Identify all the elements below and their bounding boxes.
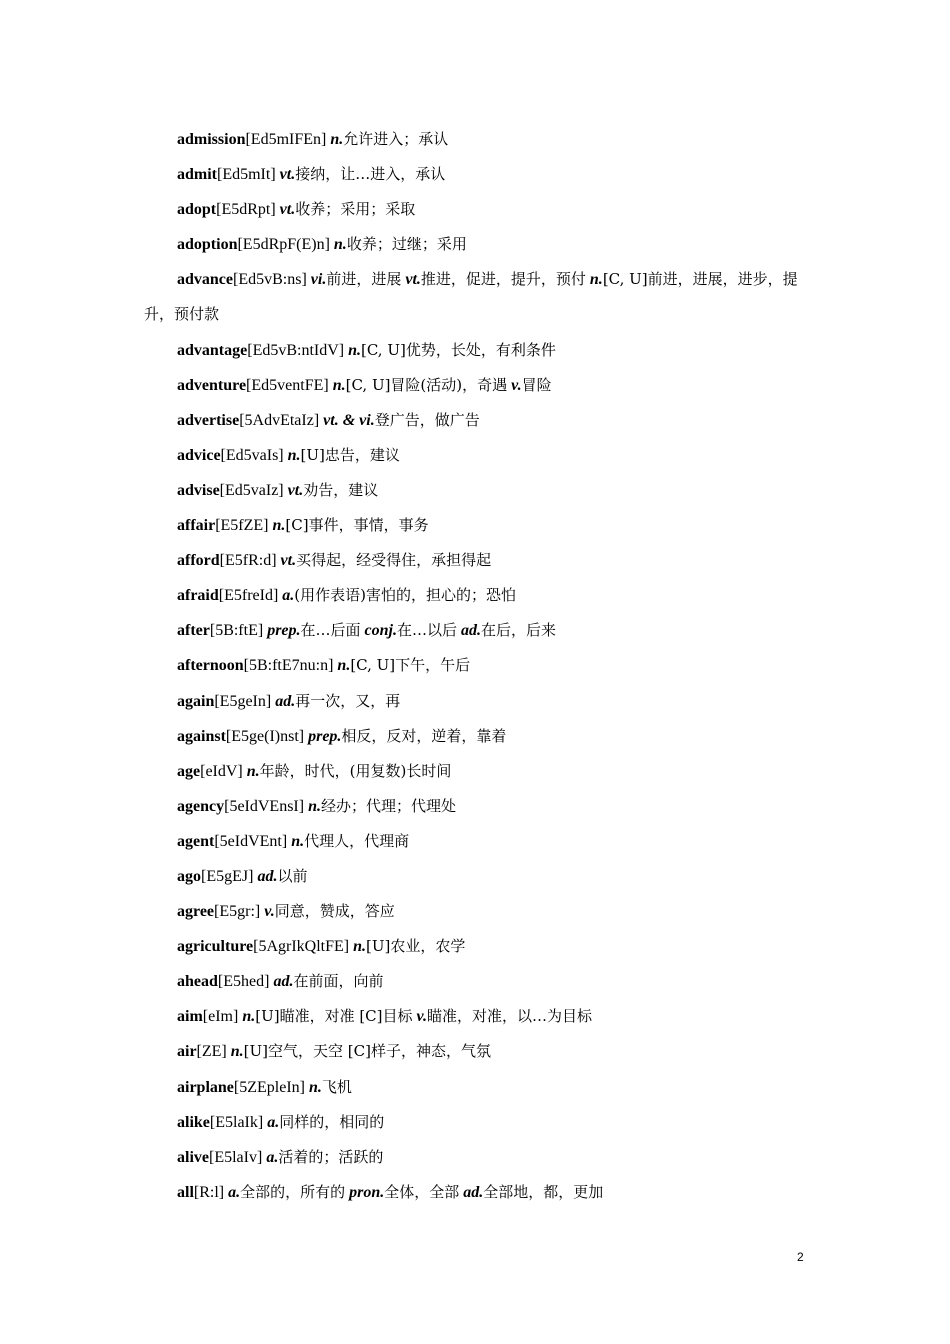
phonetic: [E5gr:] [214,903,261,921]
part-of-speech: vt. [279,201,296,219]
phonetic: [Ed5mIFEn] [245,131,327,148]
headword: agent [177,832,215,850]
headword: adventure [177,376,247,394]
part-of-speech: a. [267,1113,280,1131]
headword: affair [177,517,216,535]
phonetic: [E5geIn] [214,692,272,710]
vocabulary-entry [144,684,808,719]
phonetic: [E5dRpt] [216,201,276,219]
vocabulary-entry [144,894,808,929]
headword: aim [177,1008,203,1026]
definition: [C, U]优势，长处，有利条件 [361,340,556,359]
definition: 买得起，经受得住，承担得起 [296,551,492,570]
definition: 全体，全部 [384,1182,460,1201]
part-of-speech: v. [416,1008,428,1026]
part-of-speech: vt. & vi. [323,411,375,429]
phonetic: [E5dRpF(E)n] [237,236,330,254]
definition: 收养；采用；采取 [295,200,416,219]
headword: advise [177,481,220,499]
part-of-speech: n. [333,236,347,254]
phonetic: [E5gEJ] [201,867,254,885]
headword: afternoon [177,657,244,675]
headword: advantage [177,341,248,359]
vocabulary-entry [144,964,808,999]
definition: (用作表语)害怕的，担心的；恐怕 [294,586,517,605]
headword: alive [177,1148,209,1166]
definition: [C, U]下午，午后 [350,656,471,675]
headword: against [177,727,226,745]
phonetic: [Ed5ventFE] [246,376,329,394]
part-of-speech: n. [332,376,346,394]
vocabulary-entry [144,543,808,578]
vocabulary-entry [144,613,808,648]
definition: 在…以后 [396,621,457,640]
definition: 全部地，都，更加 [483,1182,604,1201]
part-of-speech: n. [330,131,344,148]
phonetic: [5B:ftE7nu:n] [243,657,334,675]
definition: [U]空气，天空 [C]样子，神态，气氛 [243,1042,491,1061]
definition: [U]农业，农学 [366,937,466,956]
phonetic: [5AgrIkQltFE] [253,938,350,956]
part-of-speech: vt. [280,552,297,570]
part-of-speech: v. [511,376,522,394]
vocabulary-entry [144,754,808,789]
definition: 全部的，所有的 [240,1182,346,1201]
part-of-speech: vt. [287,481,304,499]
vocabulary-entry [144,333,808,368]
part-of-speech: n. [353,938,367,956]
part-of-speech: prep. [267,622,301,640]
vocabulary-entry [144,227,808,262]
headword: agree [177,903,215,921]
phonetic: [Ed5vaIz] [219,481,284,499]
headword: advance [177,271,233,289]
definition: 劝告，建议 [303,480,379,499]
definition: [U]忠告，建议 [300,445,400,464]
headword: afford [177,552,220,570]
vocabulary-entry [144,719,808,754]
part-of-speech: n. [272,517,286,535]
part-of-speech: n. [246,762,260,780]
part-of-speech: n. [287,446,301,464]
vocabulary-entry [144,1140,808,1175]
vocabulary-entry [144,438,808,473]
headword: advice [177,446,221,464]
definition: 相反，反对，逆着，靠着 [341,726,507,745]
vocabulary-entry [144,578,808,613]
headword: all [177,1183,194,1201]
phonetic: [5ZEpleIn] [233,1078,305,1096]
definition: 推进，促进，提升，预付 [420,270,586,289]
headword: agriculture [177,938,254,956]
part-of-speech: ad. [463,1183,484,1201]
headword: age [177,762,201,780]
definition: [U]瞄准，对准 [C]目标 [255,1007,413,1026]
part-of-speech: vi. [310,271,327,289]
definition: 活着的；活跃的 [278,1147,384,1166]
vocabulary-entry [144,1070,808,1105]
vocabulary-entry [144,157,808,192]
definition: 前进，进展 [326,270,402,289]
definition: 允许进入；承认 [343,130,449,148]
part-of-speech: n. [308,1078,322,1096]
headword: again [177,692,215,710]
definition: 在…后面 [300,621,361,640]
definition: 同意，赞成，答应 [274,902,395,921]
definition: 年龄，时代，(用复数)长时间 [259,761,452,780]
headword: afraid [177,587,219,605]
phonetic: [E5fR:d] [219,552,277,570]
definition: 在前面，向前 [293,972,384,991]
part-of-speech: n. [291,832,305,850]
phonetic: [Ed5vB:ns] [233,271,307,289]
definition: 同样的，相同的 [279,1112,385,1131]
phonetic: [Ed5mIt] [217,166,276,184]
headword: airplane [177,1078,234,1096]
vocabulary-entry [144,473,808,508]
part-of-speech: ad. [273,973,294,991]
part-of-speech: ad. [461,622,481,640]
vocabulary-entry [144,192,808,227]
definition: [C, U]前进，进展，进步，提升，预付款 [144,270,798,324]
definition: 接纳，让…进入，承认 [295,165,446,184]
part-of-speech: a. [266,1148,279,1166]
phonetic: [5AdvEtaIz] [239,411,320,429]
vocabulary-list [144,122,808,1210]
part-of-speech: n. [348,341,362,359]
phonetic: [E5fZE] [215,517,269,535]
phonetic: [eIm] [202,1008,239,1026]
vocabulary-entry [144,929,808,964]
vocabulary-entry [144,648,808,683]
vocabulary-entry [144,859,808,894]
part-of-speech: n. [230,1043,244,1061]
part-of-speech: n. [308,797,321,815]
phonetic: [E5freId] [218,587,279,605]
vocabulary-entry [144,368,808,403]
phonetic: [5B:ftE] [209,622,264,640]
definition: 再一次，又，再 [295,691,401,710]
part-of-speech: v. [264,903,275,921]
phonetic: [eIdV] [200,762,243,780]
vocabulary-entry [144,508,808,543]
vocabulary-entry [144,824,808,859]
definition: 收养；过继；采用 [346,235,467,254]
part-of-speech: pron. [349,1183,385,1201]
part-of-speech: a. [228,1183,241,1201]
vocabulary-entry [144,262,808,332]
headword: after [177,622,210,640]
phonetic: [Ed5vaIs] [220,446,284,464]
phonetic: [Ed5vB:ntIdV] [247,341,345,359]
phonetic: [ZE] [196,1043,227,1061]
definition: 经办；代理；代理处 [320,796,456,815]
page-number: 2 [797,1250,804,1264]
part-of-speech: vt. [405,271,421,289]
part-of-speech: prep. [308,727,342,745]
definition: 冒险 [521,375,552,394]
phonetic: [E5hed] [217,973,270,991]
headword: advertise [177,411,240,429]
headword: ago [177,867,201,885]
vocabulary-entry [144,1175,808,1210]
definition: 代理人，代理商 [304,831,410,850]
vocabulary-entry [144,999,808,1034]
definition: [C, U]冒险(活动)，奇遇 [345,375,508,394]
definition: [C]事件，事情，事务 [285,516,429,535]
phonetic: [5eIdVEnt] [214,832,288,850]
phonetic: [5eIdVEnsI] [224,797,305,815]
headword: alike [177,1113,210,1131]
vocabulary-entry [144,122,808,157]
definition: 以前 [277,866,308,885]
headword: admit [177,166,217,184]
phonetic: [R:l] [193,1183,225,1201]
headword: ahead [177,973,218,991]
part-of-speech: n. [242,1008,256,1026]
part-of-speech: n. [589,271,603,289]
vocabulary-entry [144,403,808,438]
definition: 瞄准，对准，以…为目标 [427,1007,593,1026]
phonetic: [E5ge(I)nst] [225,727,305,745]
vocabulary-entry [144,1034,808,1069]
part-of-speech: ad. [275,692,296,710]
part-of-speech: a. [282,587,295,605]
phonetic: [E5laIk] [209,1113,264,1131]
headword: adopt [177,201,217,219]
part-of-speech: conj. [364,622,397,640]
definition: 在后，后来 [481,621,557,640]
headword: adoption [177,236,238,254]
phonetic: [E5laIv] [209,1148,263,1166]
vocabulary-entry [144,789,808,824]
headword: air [177,1043,197,1061]
headword: admission [177,131,246,148]
vocabulary-entry [144,1105,808,1140]
definition: 登广告，做广告 [374,410,480,429]
part-of-speech: n. [337,657,351,675]
headword: agency [177,797,225,815]
part-of-speech: vt. [279,166,296,184]
definition: 飞机 [321,1077,352,1096]
part-of-speech: ad. [257,867,278,885]
